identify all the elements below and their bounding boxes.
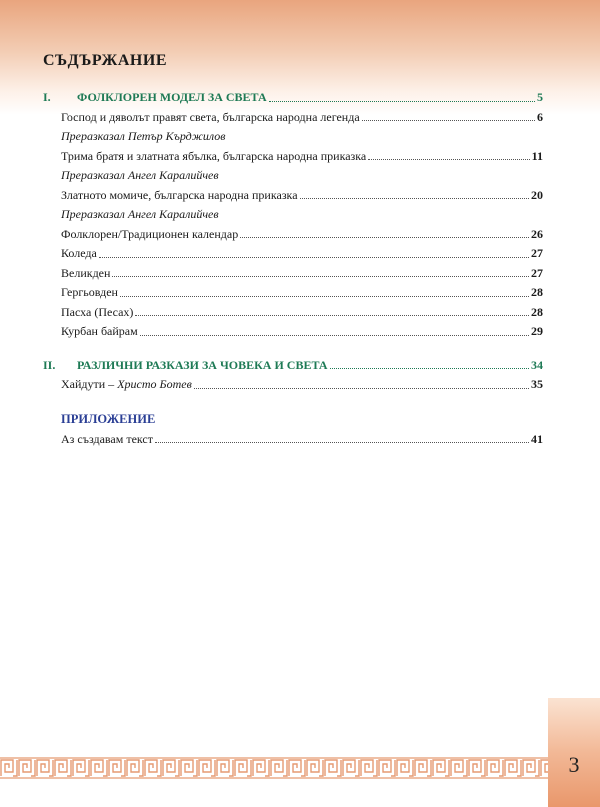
page-ref: 5 xyxy=(537,90,543,104)
toc-credit xyxy=(43,205,543,225)
entry-title: Великден xyxy=(61,265,111,280)
dot-leader xyxy=(99,256,529,258)
entry-title: Коледа xyxy=(61,246,97,260)
dot-leader xyxy=(194,387,529,389)
spacer xyxy=(43,395,543,409)
page-ref: 27 xyxy=(531,265,543,280)
dot-leader xyxy=(155,441,529,443)
page-number: 3 xyxy=(568,752,580,777)
dot-leader xyxy=(240,236,529,238)
section-title: РАЗЛИЧНИ РАЗКАЗИ ЗА ЧОВЕКА И СВЕТА xyxy=(77,357,328,372)
page-ref: 20 xyxy=(531,187,543,202)
toc-section-1[interactable] xyxy=(43,88,543,108)
section-numeral: I. xyxy=(43,90,51,104)
toc-section-2[interactable] xyxy=(43,356,543,376)
entry-title: Фолклорен/Традиционен календар xyxy=(61,226,239,241)
entry-title: Аз създавам текст xyxy=(61,431,153,446)
dot-leader xyxy=(120,295,529,297)
page-ref: 34 xyxy=(531,357,543,372)
greek-key-border xyxy=(0,757,548,779)
page-ref: 27 xyxy=(531,246,543,260)
toc-entry[interactable] xyxy=(43,108,543,128)
dot-leader xyxy=(140,334,529,336)
dot-leader xyxy=(362,119,535,121)
entry-title: Златното момиче, българска народна приказка xyxy=(61,187,298,202)
table-of-contents xyxy=(43,88,543,449)
page-ref: 35 xyxy=(531,377,543,391)
entry-title: Курбан байрам xyxy=(61,324,138,338)
toc-credit xyxy=(43,166,543,186)
page-ref: 28 xyxy=(531,285,543,299)
toc-entry[interactable] xyxy=(43,225,543,245)
dot-leader xyxy=(330,367,529,369)
toc-entry[interactable] xyxy=(43,322,543,342)
entry-title: Трима братя и златната ябълка, българска народна приказка xyxy=(61,148,367,163)
page-ref: 29 xyxy=(531,324,543,338)
dot-leader xyxy=(135,314,529,316)
toc-entry[interactable] xyxy=(43,147,543,167)
dot-leader xyxy=(300,197,529,199)
dot-leader xyxy=(112,275,529,277)
dot-leader xyxy=(368,158,529,160)
entry-author: Христо Ботев xyxy=(117,377,192,391)
dot-leader xyxy=(269,100,535,102)
toc-entry[interactable] xyxy=(43,283,543,303)
toc-entry[interactable] xyxy=(43,303,543,323)
toc-entry[interactable] xyxy=(43,186,543,206)
page-ref: 6 xyxy=(537,109,543,124)
section-title: ФОЛКЛОРЕН МОДЕЛ ЗА СВЕТА xyxy=(77,90,267,104)
page-ref: 28 xyxy=(531,304,543,319)
appendix-title[interactable]: ПРИЛОЖЕНИЕ xyxy=(61,411,156,426)
entry-credit: Преразказал Ангел Каралийчев xyxy=(61,207,219,221)
page-ref: 11 xyxy=(531,148,543,163)
toc-entry[interactable] xyxy=(43,244,543,264)
entry-title xyxy=(61,375,192,395)
page-ref: 41 xyxy=(531,431,543,446)
toc-entry[interactable] xyxy=(43,430,543,450)
entry-title: Пасха (Песах) xyxy=(61,304,134,319)
spacer xyxy=(43,342,543,356)
entry-title: Гергьовден xyxy=(61,285,118,299)
toc-entry[interactable] xyxy=(43,264,543,284)
entry-text: Хайдути – xyxy=(61,377,118,391)
toc-entry[interactable] xyxy=(43,375,543,395)
entry-credit: Преразказал Ангел Каралийчев xyxy=(61,168,219,182)
toc-credit xyxy=(43,127,543,147)
entry-credit: Преразказал Петър Кърджилов xyxy=(61,129,226,143)
page-title: СЪДЪРЖАНИЕ xyxy=(43,52,167,69)
page-ref: 26 xyxy=(531,226,543,241)
section-numeral: II. xyxy=(43,357,56,372)
entry-title: Господ и дяволът правят света, българска народна легенда xyxy=(61,109,360,124)
